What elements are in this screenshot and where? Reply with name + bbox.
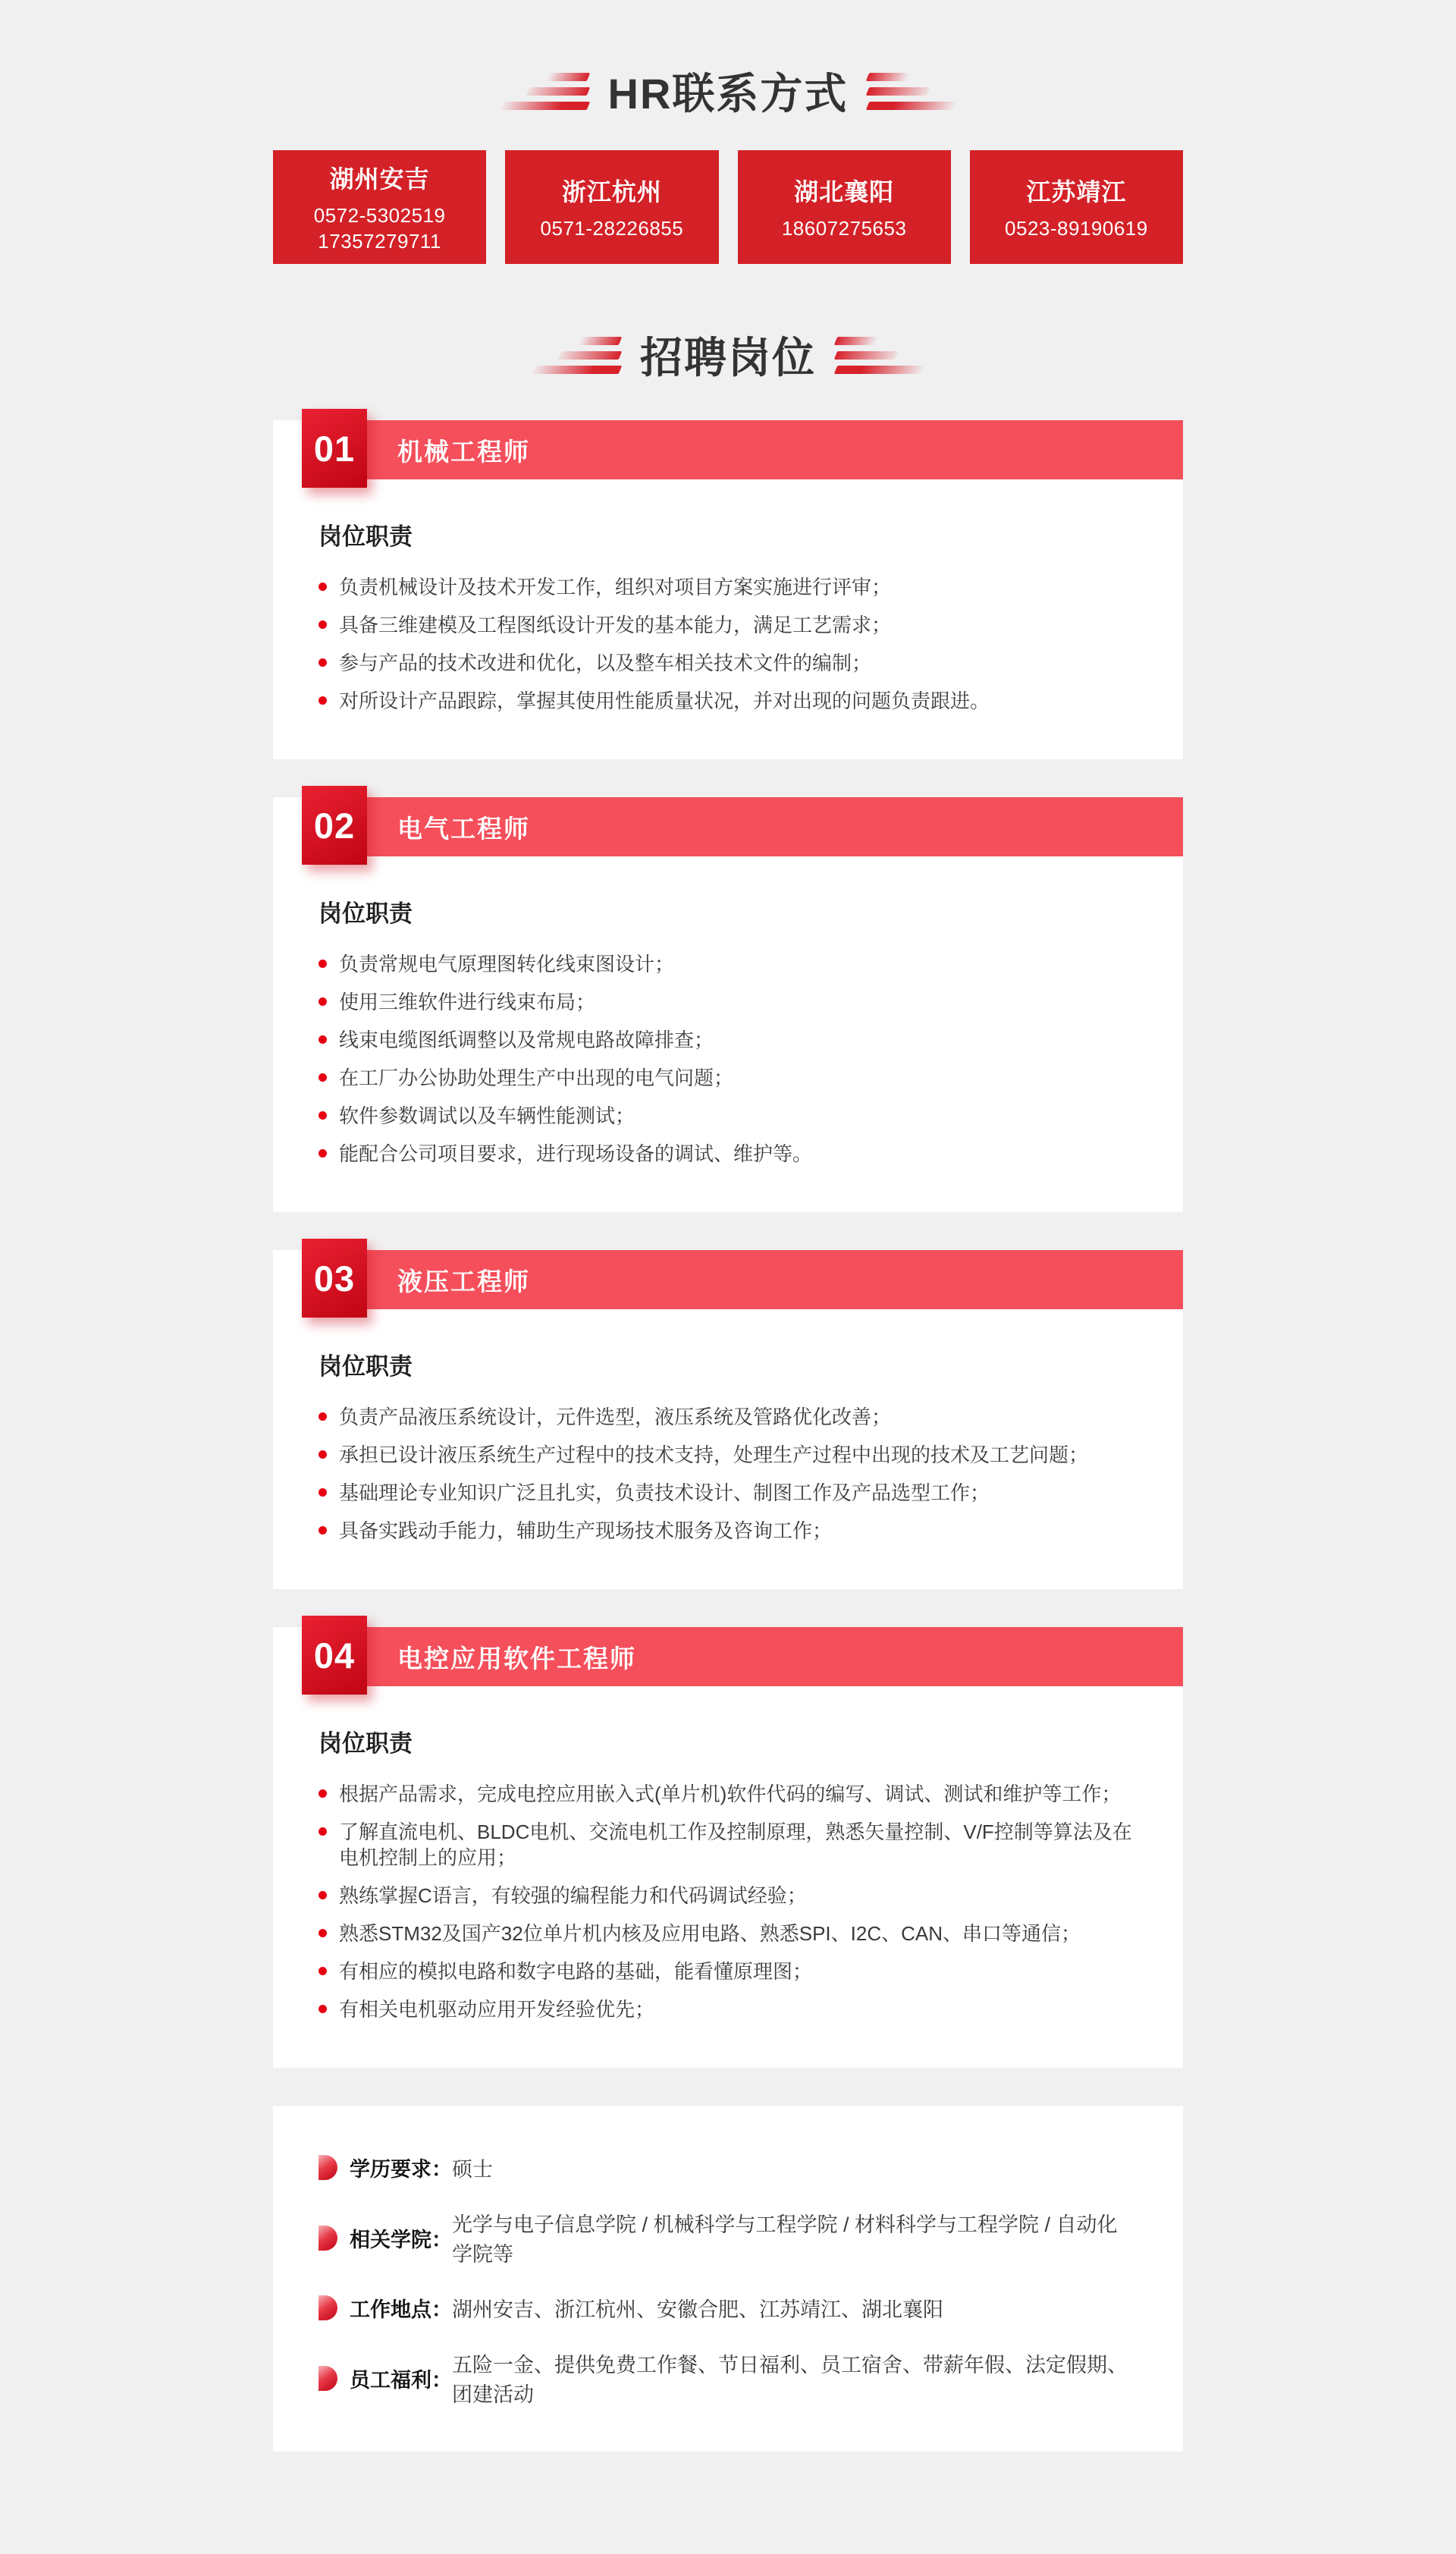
duty-item xyxy=(318,650,1138,676)
duty-item xyxy=(318,1404,1138,1430)
summary-label: 学历要求： xyxy=(350,2158,452,2181)
bullet-dot-icon xyxy=(318,2005,327,2013)
bullet-dot-icon xyxy=(318,696,327,705)
duty-text: 熟练掌握C语言，有较强的编程能力和代码调试经验； xyxy=(339,1884,807,1907)
duty-text: 有相关电机驱动应用开发经验优先； xyxy=(339,1998,655,2021)
duty-item xyxy=(318,1921,1138,1946)
job-title-bar xyxy=(364,420,1183,479)
contact-phone: 18607275653 xyxy=(781,217,907,240)
job-list xyxy=(273,420,1183,2068)
contact-card xyxy=(738,150,951,264)
duty-text: 在工厂办公协助处理生产中出现的电气问题； xyxy=(339,1067,734,1089)
job-title: 电控应用软件工程师 xyxy=(397,1644,636,1673)
jobs-title: 招聘岗位 xyxy=(640,334,816,382)
job-title-bar xyxy=(364,1250,1183,1309)
job-title: 机械工程师 xyxy=(397,437,530,466)
contact-phone: 17357279711 xyxy=(318,230,441,253)
bullet-dot-icon xyxy=(318,1035,327,1044)
duty-text: 有相应的模拟电路和数字电路的基础，能看懂原理图； xyxy=(339,1960,813,1983)
duty-text: 具备实践动手能力，辅助生产现场技术服务及咨询工作； xyxy=(339,1519,833,1542)
duty-text: 负责产品液压系统设计，元件选型，液压系统及管路优化改善； xyxy=(339,1406,892,1428)
duty-item xyxy=(318,1518,1138,1544)
bullet-dot-icon xyxy=(318,620,327,629)
summary-value: 硕士 xyxy=(452,2158,493,2181)
contact-card xyxy=(970,150,1183,264)
hr-contact-title: HR联系方式 xyxy=(607,70,849,118)
duty-item xyxy=(318,1883,1138,1908)
bullet-dot-icon xyxy=(318,960,327,968)
duty-heading: 岗位职责 xyxy=(318,1353,413,1380)
duty-heading: 岗位职责 xyxy=(318,1730,413,1757)
summary-value: 光学与电子信息学院 / 机械科学与工程学院 / 材料科学与工程学院 / 自动化学院等 xyxy=(452,2213,1118,2266)
summary-row xyxy=(318,2348,1138,2408)
duty-text: 基础理论专业知识广泛且扎实，负责技术设计、制图工作及产品选型工作； xyxy=(339,1481,990,1504)
job-card xyxy=(273,1250,1183,1589)
bullet-dot-icon xyxy=(318,1967,327,1975)
duty-item xyxy=(318,1480,1138,1506)
duty-item xyxy=(318,612,1138,638)
duty-item xyxy=(318,989,1138,1015)
speed-lines-left-icon xyxy=(532,337,620,374)
flag-marker-icon xyxy=(318,2155,337,2180)
job-header xyxy=(273,797,1183,856)
duty-item xyxy=(318,574,1138,600)
job-title: 液压工程师 xyxy=(397,1267,530,1296)
bullet-dot-icon xyxy=(318,1111,327,1120)
duty-item xyxy=(318,1996,1138,2022)
job-number: 04 xyxy=(313,1635,356,1676)
job-number-badge xyxy=(302,1616,367,1695)
contact-city: 湖北襄阳 xyxy=(794,178,895,206)
duty-list xyxy=(318,574,1138,714)
speed-lines-left-icon xyxy=(500,73,588,110)
contact-city: 江苏靖江 xyxy=(1026,178,1127,206)
hr-contact-section-title xyxy=(273,0,1183,121)
job-number: 02 xyxy=(313,805,356,846)
contact-phone: 0571-28226855 xyxy=(540,217,684,240)
duty-item xyxy=(318,1781,1138,1807)
summary-card xyxy=(273,2106,1183,2452)
job-number: 03 xyxy=(313,1258,356,1299)
summary-value: 湖州安吉、浙江杭州、安徽合肥、江苏靖江、湖北襄阳 xyxy=(452,2298,943,2321)
bullet-dot-icon xyxy=(318,1073,327,1082)
duty-list xyxy=(318,1404,1138,1544)
flag-marker-icon xyxy=(318,2226,337,2251)
duty-text: 承担已设计液压系统生产过程中的技术支持，处理生产过程中出现的技术及工艺问题； xyxy=(339,1443,1089,1466)
job-header xyxy=(273,1627,1183,1686)
bullet-dot-icon xyxy=(318,1412,327,1421)
job-title: 电气工程师 xyxy=(397,814,530,843)
contact-phone: 0572-5302519 xyxy=(313,204,446,227)
duty-text: 线束电缆图纸调整以及常规电路故障排查； xyxy=(339,1029,714,1051)
duty-heading: 岗位职责 xyxy=(318,900,413,927)
job-card xyxy=(273,420,1183,759)
speed-lines-right-icon xyxy=(836,337,924,374)
duty-item xyxy=(318,1027,1138,1053)
bullet-dot-icon xyxy=(318,1488,327,1497)
duty-item xyxy=(318,1103,1138,1129)
duty-item xyxy=(318,1141,1138,1167)
summary-value: 五险一金、提供免费工作餐、节日福利、员工宿舍、带薪年假、法定假期、团建活动 xyxy=(452,2354,1128,2406)
duty-item xyxy=(318,688,1138,714)
flag-marker-icon xyxy=(318,2366,337,2391)
contact-card-grid xyxy=(273,150,1183,264)
duty-text: 负责机械设计及技术开发工作，组织对项目方案实施进行评审； xyxy=(339,576,892,598)
job-number-badge xyxy=(302,409,367,488)
contact-phone: 0523-89190619 xyxy=(1005,217,1148,240)
summary-label: 员工福利： xyxy=(350,2368,452,2392)
bullet-dot-icon xyxy=(318,1891,327,1899)
job-header xyxy=(273,420,1183,479)
summary-row xyxy=(318,2208,1138,2267)
duty-text: 了解直流电机、BLDC电机、交流电机工作及控制原理，熟悉矢量控制、V/F控制等算法及在电机控制上的应用； xyxy=(339,1820,1132,1869)
duty-text: 使用三维软件进行线束布局； xyxy=(339,991,596,1013)
duty-text: 具备三维建模及工程图纸设计开发的基本能力，满足工艺需求； xyxy=(339,614,892,636)
duty-list xyxy=(318,1781,1138,2022)
duty-text: 负责常规电气原理图转化线束图设计； xyxy=(339,953,675,975)
duty-heading: 岗位职责 xyxy=(318,523,413,550)
bullet-dot-icon xyxy=(318,1789,327,1798)
bullet-dot-icon xyxy=(318,1526,327,1535)
job-title-bar xyxy=(364,1627,1183,1686)
duty-item xyxy=(318,1442,1138,1468)
duty-text: 根据产品需求，完成电控应用嵌入式(单片机)软件代码的编写、调试、测试和维护等工作； xyxy=(339,1783,1122,1805)
duty-item xyxy=(318,1959,1138,1984)
duty-text: 能配合公司项目要求，进行现场设备的调试、维护等。 xyxy=(339,1142,813,1165)
job-number: 01 xyxy=(313,428,356,469)
duty-text: 熟悉STM32及国产32位单片机内核及应用电路、熟悉SPI、I2C、CAN、串口等通信； xyxy=(339,1922,1081,1945)
contact-city: 浙江杭州 xyxy=(561,178,662,206)
bullet-dot-icon xyxy=(318,583,327,591)
bullet-dot-icon xyxy=(318,1149,327,1158)
jobs-section-title xyxy=(273,325,1183,385)
job-title-bar xyxy=(364,797,1183,856)
duty-item xyxy=(318,1819,1138,1871)
bullet-dot-icon xyxy=(318,1827,327,1836)
duty-item xyxy=(318,1065,1138,1091)
bullet-dot-icon xyxy=(318,658,327,667)
duty-text: 参与产品的技术改进和优化，以及整车相关技术文件的编制； xyxy=(339,652,872,674)
contact-card xyxy=(505,150,718,264)
contact-city: 湖州安吉 xyxy=(329,165,430,193)
speed-lines-right-icon xyxy=(868,73,956,110)
job-card xyxy=(273,1627,1183,2068)
summary-label: 相关学院： xyxy=(350,2228,452,2251)
duty-text: 软件参数调试以及车辆性能测试； xyxy=(339,1104,635,1127)
bullet-dot-icon xyxy=(318,1929,327,1937)
summary-row xyxy=(318,2293,1138,2323)
bullet-dot-icon xyxy=(318,1450,327,1459)
job-header xyxy=(273,1250,1183,1309)
job-card xyxy=(273,797,1183,1212)
summary-label: 工作地点： xyxy=(350,2298,452,2321)
page-content xyxy=(273,0,1183,2554)
job-number-badge xyxy=(302,786,367,865)
contact-card xyxy=(273,150,486,264)
flag-marker-icon xyxy=(318,2295,337,2320)
bullet-dot-icon xyxy=(318,997,327,1006)
job-number-badge xyxy=(302,1239,367,1318)
duty-text: 对所设计产品跟踪，掌握其使用性能质量状况，并对出现的问题负责跟进。 xyxy=(339,690,990,712)
duty-item xyxy=(318,951,1138,977)
summary-row xyxy=(318,2153,1138,2182)
duty-list xyxy=(318,951,1138,1167)
